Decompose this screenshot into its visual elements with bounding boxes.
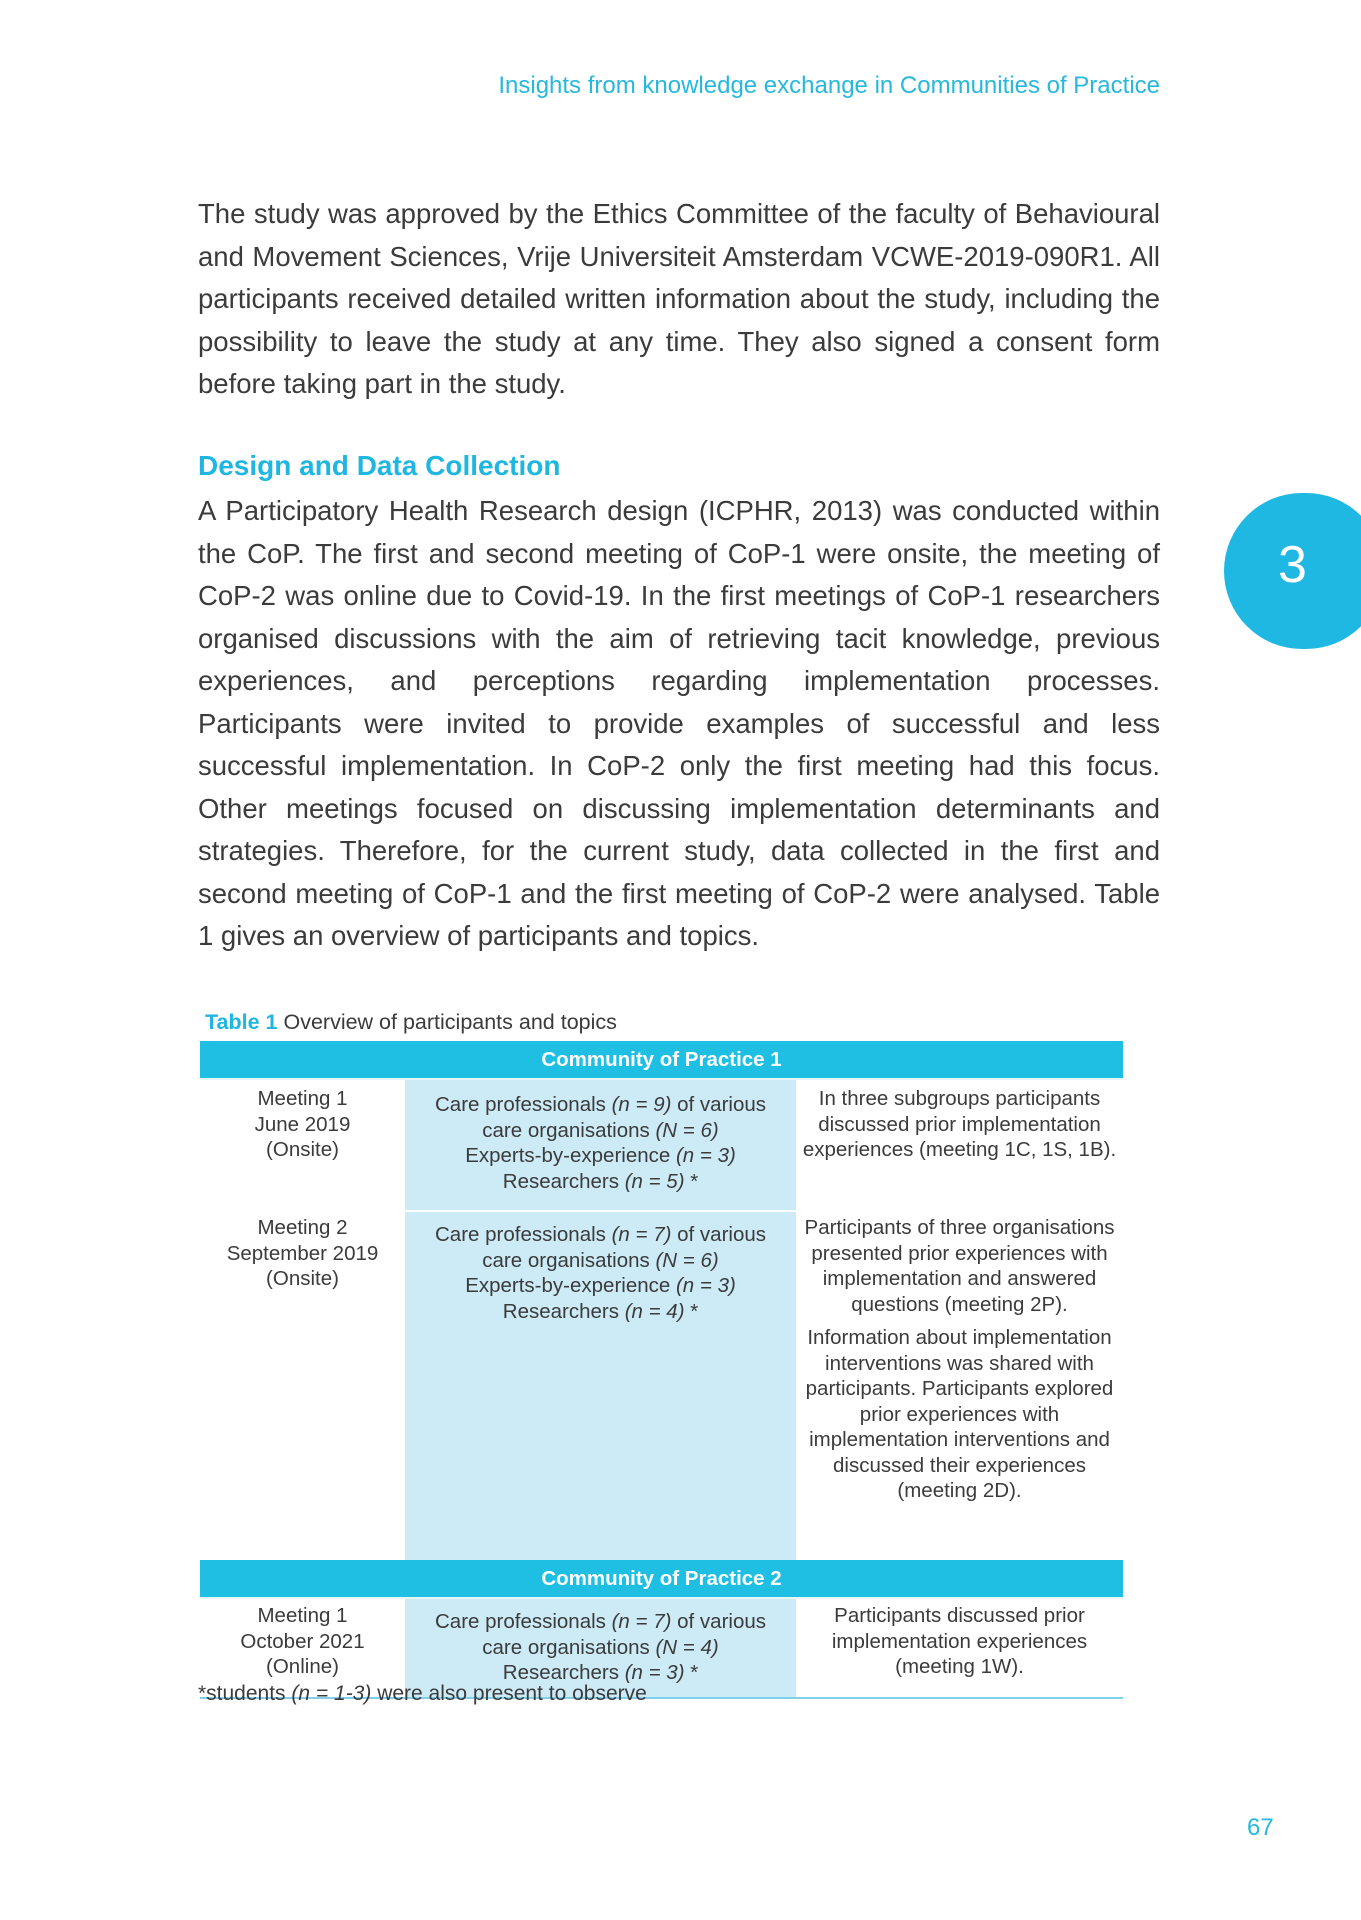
topic-text: Participants of three organisations presented prior experiences with implementation and answered questions (meeting 2P). [804,1216,1115,1316]
chapter-number: 3 [1278,536,1307,594]
meeting-line: September 2019 [226,1241,379,1265]
table-row [200,1211,1123,1560]
participant-text: of various [671,1093,767,1116]
participant-line [411,1635,790,1661]
participant-line [411,1143,790,1169]
participant-text: care organisations [482,1248,656,1272]
table-caption [205,1010,617,1035]
participant-count: (n = 3) [624,1661,685,1684]
meeting-line: (Onsite) [266,1138,339,1161]
participant-count: (n = 5) [624,1169,685,1193]
footnote-text: were also present to observe [371,1682,647,1705]
participant-text: care organisations [482,1635,656,1659]
participant-line [411,1118,790,1144]
participant-count: (n = 7) [611,1223,672,1246]
participants-cell [405,1079,796,1211]
participant-text: of various [671,1610,767,1633]
meeting-line: Meeting 1 [257,1604,348,1627]
topic-text: In three subgroups participants discussed prior implementation experiences (meeting 1C, 1S, 1B). [802,1087,1117,1161]
table-label: Table 1 [205,1010,278,1034]
participant-line [411,1248,790,1274]
chapter-tab [1224,493,1361,649]
participant-text: Care professionals [434,1093,612,1116]
participant-count: (N = 6) [655,1118,719,1142]
participant-count: (N = 6) [655,1248,719,1272]
body-paragraph: A Participatory Health Research design (ICPHR, 2013) was conducted within the CoP. The first and second meeting of CoP-1 were onsite, the meeting of CoP-2 was online due to Covid-19. In the first meetings of CoP-1 researchers organised discussions with the aim of retrieving tacit knowledge, previous experiences, and perceptions regarding implementation processes. Participants were invited to provide examples of successful and less successful implementation. In CoP-2 only the first meeting had this focus. Other meetings focused on discussing implementation determinants and strategies. Therefore, for the current study, data collected in the first and second meeting of CoP-1 and the first meeting of CoP-2 were analysed. Table 1 gives an overview of participants and topics. [198,495,1160,951]
participant-text: Care professionals [434,1223,612,1246]
participant-count: (n = 9) [611,1093,672,1116]
meeting-line: June 2019 [254,1112,351,1136]
topics-cell [796,1598,1123,1698]
participant-text: of various [671,1223,767,1246]
participant-text: care organisations [482,1118,656,1142]
running-head: Insights from knowledge exchange in Communities of Practice [498,72,1160,99]
participant-text: Researchers [502,1169,625,1193]
participant-text: Experts-by-experience [465,1144,676,1167]
meeting-line: (Onsite) [266,1267,339,1290]
topics-cell [796,1079,1123,1211]
page-number: 67 [1247,1814,1274,1841]
meeting-line: (Online) [266,1655,339,1678]
footnote-text: *students [198,1682,292,1705]
participant-count: (n = 4) [624,1299,685,1323]
participant-line [411,1222,790,1248]
participant-text: Care professionals [434,1610,612,1633]
meeting-cell [200,1211,405,1560]
footnote-em: (n = 1-3) [291,1682,372,1705]
participant-text: Researchers [502,1299,625,1323]
participant-text: Experts-by-experience [465,1274,676,1297]
meeting-line: October 2021 [240,1629,365,1653]
group-title: Community of Practice 1 [200,1041,1123,1079]
table-row [200,1079,1123,1211]
participant-line [411,1299,790,1325]
participant-text: * [684,1299,699,1323]
participant-line [411,1609,790,1635]
meeting-cell [200,1079,405,1211]
participant-text: Researchers [502,1661,625,1684]
table-caption-text: Overview of participants and topics [283,1010,617,1034]
meeting-line: Meeting 1 [257,1087,348,1110]
group-header-row [200,1560,1123,1598]
participant-line [411,1092,790,1118]
topic-text: Participants discussed prior implementation experiences (meeting 1W). [831,1604,1088,1678]
meeting-line: Meeting 2 [257,1216,348,1239]
overview-table [200,1041,1123,1699]
participant-line [411,1169,790,1195]
topic-text: Information about implementation interventions was shared with participants. Participants explored prior experiences with implementation interventions and discussed their experiences (meeting 2D). [805,1326,1114,1502]
participant-line [411,1273,790,1299]
participant-text: * [684,1169,699,1193]
topics-cell [796,1211,1123,1560]
group-header-row [200,1041,1123,1079]
table-footnote [198,1682,647,1706]
group-title: Community of Practice 2 [200,1560,1123,1598]
body-paragraph: The study was approved by the Ethics Committee of the faculty of Behavioural and Movement Sciences, Vrije Universiteit Amsterdam VCWE-2019-090R1. All participants received detailed written information about the study, including the possibility to leave the study at any time. They also signed a consent form before taking part in the study. [198,198,1160,399]
section-heading: Design and Data Collection [198,450,561,481]
participants-cell [405,1211,796,1560]
participant-count: (n = 7) [611,1610,672,1633]
participant-count: (n = 3) [675,1274,736,1297]
participant-count: (N = 4) [655,1635,719,1659]
participant-text: * [684,1661,699,1684]
participant-count: (n = 3) [675,1144,736,1167]
